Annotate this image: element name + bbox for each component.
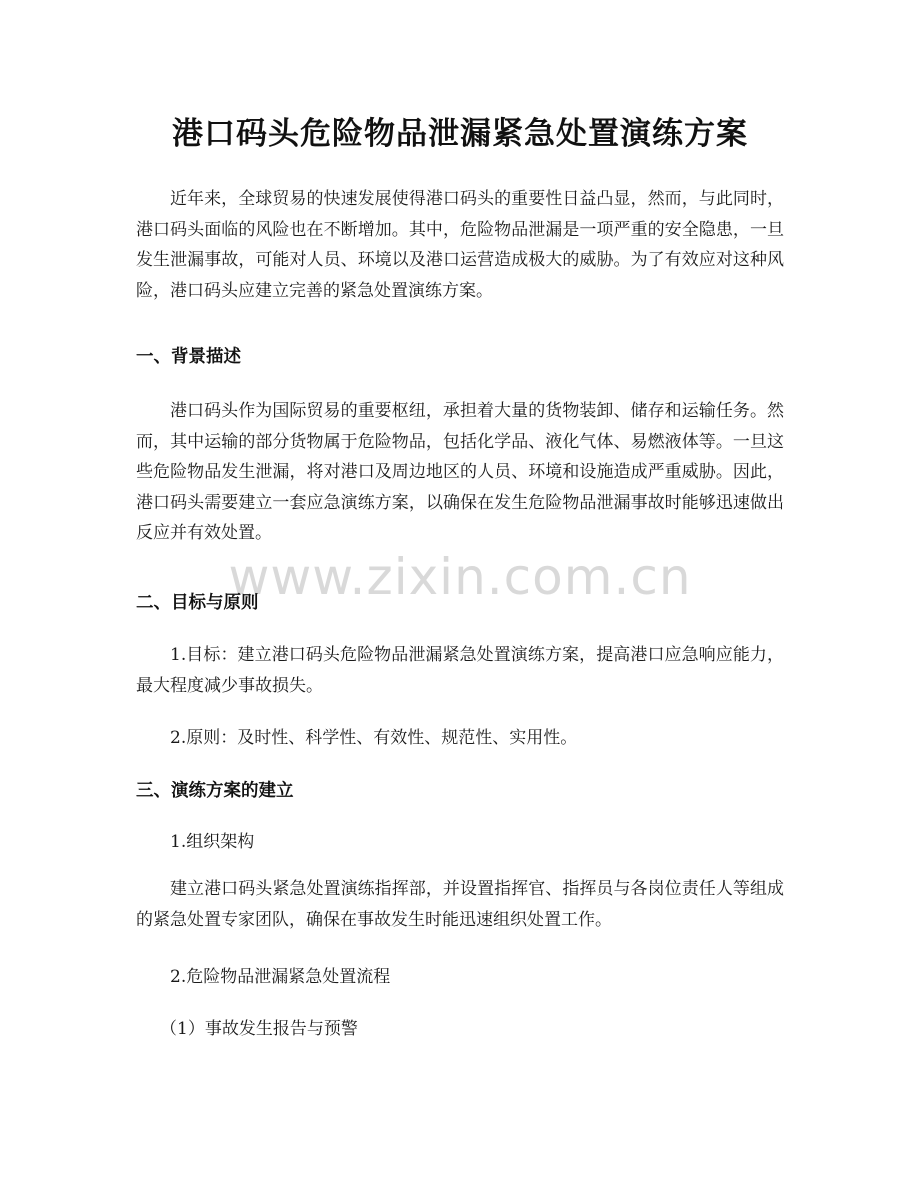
principle-line: 2.原则：及时性、科学性、有效性、规范性、实用性。 (170, 728, 578, 748)
watermark: www.zixin.com.cn (228, 548, 692, 606)
process-step-1: （1）事故发生报告与预警 (160, 1019, 358, 1039)
org-structure-paragraph: 建立港口码头紧急处置演练指挥部，并设置指挥官、指挥员与各岗位责任人等组成的紧急处置专家团队，确保在事故发生时能迅速组织处置工作。 (136, 879, 784, 930)
process-title: 2.危险物品泄漏紧急处置流程 (170, 967, 391, 987)
document-title: 港口码头危险物品泄漏紧急处置演练方案 (172, 116, 748, 152)
goal-paragraph: 1.目标：建立港口码头危险物品泄漏紧急处置演练方案，提高港口应急响应能力，最大程度减少事故损失。 (136, 645, 784, 696)
section-heading-plan: 三、演练方案的建立 (136, 781, 294, 801)
background-paragraph: 港口码头作为国际贸易的重要枢纽，承担着大量的货物装卸、储存和运输任务。然而，其中运输的部分货物属于危险物品，包括化学品、液化气体、易燃液体等。一旦这些危险物品发生泄漏，将对港口及周边地区的人员、环境和设施造成严重威胁。因此，港口码头需要建立一套应急演练方案，以确保在发生危险物品泄漏事故时能够迅速做出反应并有效处置。 (136, 401, 784, 543)
org-structure-title: 1.组织架构 (170, 832, 255, 852)
section-heading-goals: 二、目标与原则 (136, 593, 259, 613)
intro-paragraph: 近年来，全球贸易的快速发展使得港口码头的重要性日益凸显，然而，与此同时，港口码头面临的风险也在不断增加。其中，危险物品泄漏是一项严重的安全隐患，一旦发生泄漏事故，可能对人员、环境以及港口运营造成极大的威胁。为了有效应对这种风险，港口码头应建立完善的紧急处置演练方案。 (136, 189, 784, 301)
section-heading-background: 一、背景描述 (136, 347, 241, 367)
